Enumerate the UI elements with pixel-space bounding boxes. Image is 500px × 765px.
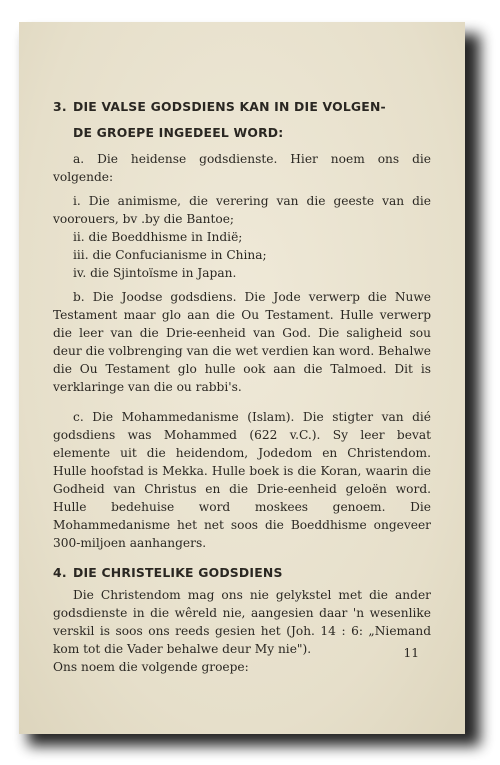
section-4-title: DIE CHRISTELIKE GODSDIENS	[73, 565, 283, 580]
section-3-title-line2: DE GROEPE INGEDEEL WORD:	[73, 125, 284, 140]
section-3-heading	[53, 94, 431, 146]
paragraph-b: b. Die Joodse godsdiens. Die Jode verwerp die Nuwe Testament maar glo aan die Ou Testament. Hulle verwerp die leer van die Drie-eenheid van God. Die saligheid sou deur die volbrenging van die wet verdien kan word. Behalwe die Ou Testament glo hulle ook aan die Talmoed. Dit is verklaringe van die ou rabbi's.	[53, 290, 431, 394]
paragraph-c: c. Die Mohammedanisme (Islam). Die stigter van dié godsdiens was Mohammed (622 v.C.). Sy leer bevat elemente uit die heidendom, Jodedom en Christendom. Hulle hoofstad is Mekka. Hulle boek is die Koran, waarin die Godheid van Christus en die Drie-eenheid geloën word. Hulle bedehuise word moskees genoem. Die Mohammedanisme het net soos die Boeddhisme ongeveer 300-miljoen aanhangers.	[53, 410, 431, 550]
list-item-i: i. Die animisme, die verering van die geeste van die voorouers, bv .by die Bantoe;	[53, 194, 431, 226]
page-number: 11	[403, 646, 419, 660]
section-4-last-line: Ons noem die volgende groepe:	[53, 660, 249, 674]
section-4-heading	[53, 562, 431, 584]
list-item-iii: iii. die Confucianisme in China;	[73, 248, 267, 262]
list-item-ii: ii. die Boeddhisme in Indië;	[73, 230, 243, 244]
section-3-title-line1: DIE VALSE GODSDIENS KAN IN DIE VOLGEN-	[73, 99, 386, 114]
section-4-paragraph: Die Christendom mag ons nie gelykstel met die ander godsdienste in die wêreld nie, aangesien daar 'n wesenlike verskil is soos ons reeds gesien het (Joh. 14 : 6: „Niemand kom tot die Vader behalwe deur My nie").	[53, 588, 431, 656]
section-4-number: 4.	[53, 565, 67, 580]
section-3-number: 3.	[53, 99, 67, 114]
book-page	[19, 22, 465, 734]
list-item-iv: iv. die Sjintoïsme in Japan.	[73, 266, 237, 280]
paragraph-a-intro: a. Die heidense godsdienste. Hier noem ons die volgende:	[53, 152, 431, 184]
